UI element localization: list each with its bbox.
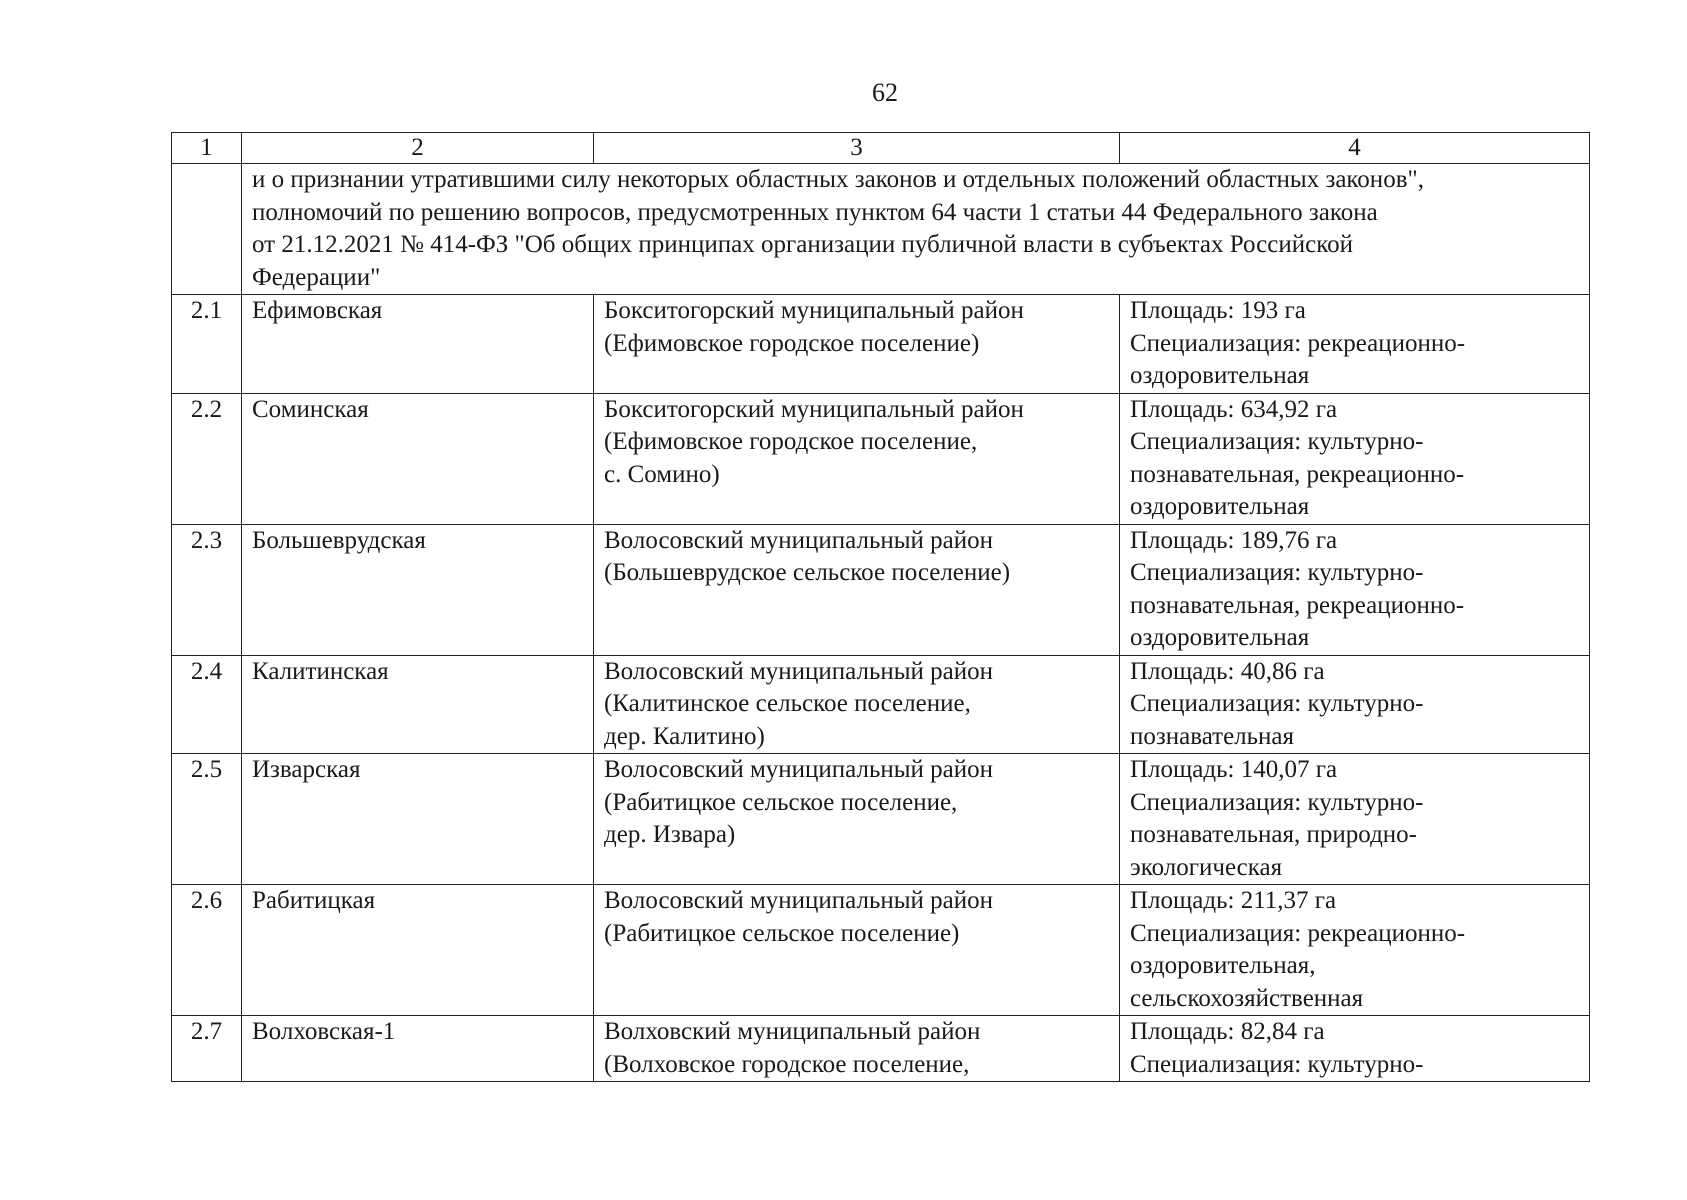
row-number: 2.1 bbox=[172, 295, 242, 394]
details-cell bbox=[1120, 393, 1590, 524]
location-cell bbox=[594, 524, 1120, 655]
details-line: познавательная, рекреационно- bbox=[1130, 591, 1465, 619]
details-cell bbox=[1120, 655, 1590, 754]
data-table bbox=[171, 132, 1590, 1082]
location-line: с. Сомино) bbox=[604, 460, 720, 488]
continuation-text-line: Федерации" bbox=[252, 263, 381, 291]
zone-name: Соминская bbox=[242, 393, 594, 524]
table-row bbox=[172, 754, 1590, 885]
zone-name: Калитинская bbox=[242, 655, 594, 754]
details-line: оздоровительная bbox=[1130, 362, 1310, 389]
details-line: Площадь: 140,07 га bbox=[1130, 756, 1338, 783]
location-line: дер. Калитино) bbox=[604, 722, 765, 750]
details-line: Специализация: культурно- bbox=[1130, 788, 1424, 816]
row-number: 2.2 bbox=[172, 393, 242, 524]
details-line: экологическая bbox=[1130, 853, 1283, 881]
location-cell bbox=[594, 393, 1120, 524]
location-line: Волосовский муниципальный район bbox=[604, 657, 994, 685]
location-line: (Рабитицкое сельское поселение, bbox=[604, 788, 958, 816]
table-header-row bbox=[172, 133, 1590, 164]
details-line: познавательная bbox=[1130, 722, 1295, 750]
details-line: сельскохозяйственная bbox=[1130, 984, 1364, 1012]
zone-name: Ефимовская bbox=[242, 295, 594, 394]
details-line: оздоровительная, bbox=[1130, 952, 1316, 979]
location-line: (Рабитицкое сельское поселение) bbox=[604, 919, 960, 947]
zone-name: Изварская bbox=[242, 754, 594, 885]
location-line: Бокситогорский муниципальный район bbox=[604, 395, 1024, 423]
details-cell bbox=[1120, 295, 1590, 394]
details-line: Площадь: 40,86 га bbox=[1130, 657, 1325, 685]
table-row bbox=[172, 393, 1590, 524]
location-line: (Ефимовское городское поселение) bbox=[604, 329, 980, 357]
details-line: Специализация: рекреационно- bbox=[1130, 329, 1466, 357]
location-line: (Волховское городское поселение, bbox=[604, 1050, 970, 1078]
details-cell bbox=[1120, 524, 1590, 655]
location-line: Волосовский муниципальный район bbox=[604, 756, 994, 783]
details-line: Специализация: рекреационно- bbox=[1130, 919, 1466, 947]
details-cell bbox=[1120, 885, 1590, 1016]
table-row bbox=[172, 655, 1590, 754]
column-header: 4 bbox=[1120, 133, 1590, 164]
zone-name: Рабитицкая bbox=[242, 885, 594, 1016]
details-line: Площадь: 193 га bbox=[1130, 297, 1306, 324]
details-line: Специализация: культурно- bbox=[1130, 559, 1424, 586]
details-line: познавательная, рекреационно- bbox=[1130, 460, 1465, 488]
page-number: 62 bbox=[872, 78, 898, 107]
zone-name: Большеврудская bbox=[242, 524, 594, 655]
row-number: 2.5 bbox=[172, 754, 242, 885]
column-header: 1 bbox=[172, 133, 242, 164]
details-line: Площадь: 634,92 га bbox=[1130, 395, 1338, 423]
location-line: Волховский муниципальный район bbox=[604, 1018, 981, 1045]
location-cell bbox=[594, 1016, 1120, 1082]
details-line: Площадь: 82,84 га bbox=[1130, 1018, 1325, 1045]
details-line: оздоровительная bbox=[1130, 624, 1310, 651]
row-number: 2.3 bbox=[172, 524, 242, 655]
details-line: оздоровительная bbox=[1130, 493, 1310, 520]
details-line: Специализация: культурно- bbox=[1130, 428, 1424, 455]
row-number: 2.7 bbox=[172, 1016, 242, 1082]
location-line: Бокситогорский муниципальный район bbox=[604, 297, 1024, 324]
continuation-num-cell bbox=[172, 164, 242, 295]
location-line: Волосовский муниципальный район bbox=[604, 526, 994, 554]
details-line: Площадь: 211,37 га bbox=[1130, 887, 1337, 914]
continuation-text-line: и о признании утратившими силу некоторых областных законов и отдельных положений областных законов", bbox=[252, 166, 1424, 193]
table-row bbox=[172, 1016, 1590, 1082]
details-cell bbox=[1120, 754, 1590, 885]
location-line: Волосовский муниципальный район bbox=[604, 887, 994, 914]
location-line: (Калитинское сельское поселение, bbox=[604, 690, 971, 717]
row-number: 2.4 bbox=[172, 655, 242, 754]
location-line: (Большеврудское сельское поселение) bbox=[604, 559, 1011, 586]
location-line: дер. Извара) bbox=[604, 821, 736, 848]
details-line: Специализация: культурно- bbox=[1130, 1050, 1424, 1078]
location-cell bbox=[594, 655, 1120, 754]
continuation-text-line: от 21.12.2021 № 414-ФЗ "Об общих принципах организации публичной власти в субъектах Российской bbox=[252, 231, 1353, 258]
column-header: 3 bbox=[594, 133, 1120, 164]
continuation-text-cell bbox=[242, 164, 1590, 295]
details-cell bbox=[1120, 1016, 1590, 1082]
table-row bbox=[172, 885, 1590, 1016]
continuation-row bbox=[172, 164, 1590, 295]
location-cell bbox=[594, 754, 1120, 885]
row-number: 2.6 bbox=[172, 885, 242, 1016]
zone-name: Волховская-1 bbox=[242, 1016, 594, 1082]
continuation-text-line: полномочий по решению вопросов, предусмотренных пунктом 64 части 1 статьи 44 Федерального закона bbox=[252, 198, 1378, 226]
details-line: познавательная, природно- bbox=[1130, 821, 1417, 848]
location-line: (Ефимовское городское поселение, bbox=[604, 428, 978, 455]
table-row bbox=[172, 295, 1590, 394]
table-row bbox=[172, 524, 1590, 655]
details-line: Площадь: 189,76 га bbox=[1130, 526, 1338, 554]
location-cell bbox=[594, 295, 1120, 394]
column-header: 2 bbox=[242, 133, 594, 164]
details-line: Специализация: культурно- bbox=[1130, 690, 1424, 717]
location-cell bbox=[594, 885, 1120, 1016]
